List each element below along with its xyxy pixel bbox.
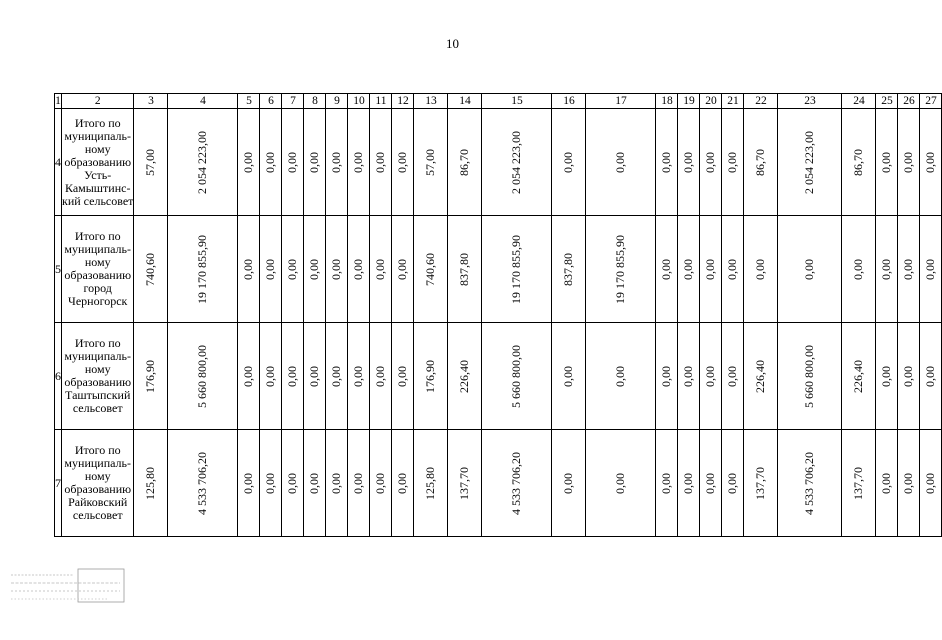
value-cell <box>778 216 842 323</box>
cell-value: 19 170 855,90 <box>195 234 210 304</box>
value-cell <box>134 216 168 323</box>
cell-value: 0,00 <box>307 258 322 280</box>
value-cell <box>898 430 920 537</box>
header-cell: 12 <box>392 94 414 109</box>
cell-value: 19 170 855,90 <box>509 234 524 304</box>
value-cell <box>586 323 656 430</box>
cell-value: 0,00 <box>681 151 696 173</box>
value-cell <box>326 430 348 537</box>
value-cell <box>778 323 842 430</box>
value-cell <box>552 216 586 323</box>
value-cell <box>392 216 414 323</box>
cell-value: 0,00 <box>879 258 894 280</box>
faded-stamp <box>8 566 126 606</box>
header-cell: 14 <box>448 94 482 109</box>
cell-value: 0,00 <box>395 365 410 387</box>
value-cell <box>448 430 482 537</box>
cell-value: 0,00 <box>373 258 388 280</box>
value-cell <box>370 216 392 323</box>
cell-value: 0,00 <box>373 151 388 173</box>
cell-value: 837,80 <box>457 252 472 286</box>
value-cell <box>744 430 778 537</box>
cell-value: 0,00 <box>681 258 696 280</box>
cell-value: 0,00 <box>613 151 628 173</box>
header-cell: 13 <box>414 94 448 109</box>
cell-value: 2 054 223,00 <box>509 130 524 194</box>
value-cell <box>678 109 700 216</box>
value-cell <box>304 323 326 430</box>
header-cell: 24 <box>842 94 876 109</box>
cell-value: 0,00 <box>901 472 916 494</box>
cell-value: 740,60 <box>143 252 158 286</box>
cell-value: 0,00 <box>879 472 894 494</box>
cell-value: 0,00 <box>351 472 366 494</box>
cell-value: 0,00 <box>285 258 300 280</box>
cell-value: 0,00 <box>307 365 322 387</box>
cell-value: 0,00 <box>725 365 740 387</box>
table-row <box>55 109 942 216</box>
cell-value: 4 533 706,20 <box>195 451 210 515</box>
header-cell: 23 <box>778 94 842 109</box>
value-cell <box>482 430 552 537</box>
value-cell <box>482 109 552 216</box>
value-cell <box>348 430 370 537</box>
value-cell <box>304 430 326 537</box>
cell-value: 137,70 <box>457 466 472 500</box>
header-cell: 5 <box>238 94 260 109</box>
value-cell <box>876 323 898 430</box>
value-cell <box>920 323 942 430</box>
header-cell: 10 <box>348 94 370 109</box>
cell-value: 0,00 <box>901 365 916 387</box>
cell-value: 0,00 <box>329 151 344 173</box>
value-cell <box>282 323 304 430</box>
header-cell: 16 <box>552 94 586 109</box>
value-cell <box>744 109 778 216</box>
value-cell <box>700 216 722 323</box>
value-cell <box>722 216 744 323</box>
cell-value: 0,00 <box>703 258 718 280</box>
value-cell <box>348 323 370 430</box>
value-cell <box>448 323 482 430</box>
header-cell: 6 <box>260 94 282 109</box>
value-cell <box>304 216 326 323</box>
value-cell <box>134 109 168 216</box>
cell-value: 0,00 <box>923 151 938 173</box>
value-cell <box>304 109 326 216</box>
cell-value: 4 533 706,20 <box>509 451 524 515</box>
cell-value: 226,40 <box>753 359 768 393</box>
cell-value: 125,80 <box>423 466 438 500</box>
cell-value: 0,00 <box>659 472 674 494</box>
cell-value: 2 054 223,00 <box>195 130 210 194</box>
value-cell <box>552 323 586 430</box>
cell-value: 0,00 <box>263 472 278 494</box>
header-cell: 19 <box>678 94 700 109</box>
value-cell <box>778 430 842 537</box>
cell-value: 0,00 <box>613 472 628 494</box>
value-cell <box>678 430 700 537</box>
cell-value: 0,00 <box>923 365 938 387</box>
cell-value: 0,00 <box>923 258 938 280</box>
row-number: 4 <box>55 109 62 216</box>
header-cell: 15 <box>482 94 552 109</box>
value-cell <box>656 109 678 216</box>
cell-value: 0,00 <box>351 365 366 387</box>
header-cell: 1 <box>55 94 61 107</box>
cell-value: 86,70 <box>457 148 472 176</box>
cell-value: 0,00 <box>373 365 388 387</box>
value-cell <box>238 216 260 323</box>
cell-value: 0,00 <box>285 472 300 494</box>
value-cell <box>876 109 898 216</box>
value-cell <box>326 109 348 216</box>
cell-value: 176,90 <box>143 359 158 393</box>
value-cell <box>282 216 304 323</box>
cell-value: 5 660 800,00 <box>195 344 210 408</box>
row-label: Итого по муниципаль- ному образованию Райковский сельсовет <box>62 430 134 537</box>
cell-value: 0,00 <box>263 365 278 387</box>
value-cell <box>238 323 260 430</box>
cell-value: 0,00 <box>901 151 916 173</box>
value-cell <box>678 216 700 323</box>
cell-value: 740,60 <box>423 252 438 286</box>
cell-value: 57,00 <box>143 148 158 176</box>
cell-value: 0,00 <box>395 151 410 173</box>
value-cell <box>876 216 898 323</box>
table-row <box>55 430 942 537</box>
value-cell <box>898 323 920 430</box>
header-cell: 11 <box>370 94 392 109</box>
value-cell <box>722 109 744 216</box>
header-cell: 4 <box>168 94 238 109</box>
cell-value: 0,00 <box>329 258 344 280</box>
value-cell <box>414 430 448 537</box>
cell-value: 837,80 <box>561 252 576 286</box>
cell-value: 0,00 <box>659 258 674 280</box>
header-cell: 27 <box>920 94 942 109</box>
cell-value: 19 170 855,90 <box>613 234 628 304</box>
cell-value: 0,00 <box>241 365 256 387</box>
value-cell <box>134 430 168 537</box>
value-cell <box>260 323 282 430</box>
cell-value: 0,00 <box>681 472 696 494</box>
value-cell <box>134 323 168 430</box>
value-cell <box>898 216 920 323</box>
value-cell <box>260 430 282 537</box>
header-cell: 9 <box>326 94 348 109</box>
row-number: 6 <box>55 323 62 430</box>
cell-value: 0,00 <box>307 472 322 494</box>
header-cell: 8 <box>304 94 326 109</box>
header-cell: 3 <box>134 94 168 109</box>
row-label: Итого по муниципаль- ному образованию Таштыпский сельсовет <box>62 323 134 430</box>
cell-value: 0,00 <box>703 151 718 173</box>
header-row <box>55 94 942 109</box>
value-cell <box>168 430 238 537</box>
cell-value: 0,00 <box>802 258 817 280</box>
value-cell <box>482 216 552 323</box>
cell-value: 0,00 <box>329 472 344 494</box>
cell-value: 0,00 <box>561 151 576 173</box>
value-cell <box>778 109 842 216</box>
value-cell <box>700 109 722 216</box>
header-cell: 18 <box>656 94 678 109</box>
value-cell <box>656 430 678 537</box>
cell-value: 0,00 <box>307 151 322 173</box>
cell-value: 0,00 <box>395 258 410 280</box>
cell-value: 5 660 800,00 <box>802 344 817 408</box>
cell-value: 0,00 <box>659 151 674 173</box>
cell-value: 57,00 <box>423 148 438 176</box>
value-cell <box>656 323 678 430</box>
value-cell <box>678 323 700 430</box>
cell-value: 0,00 <box>263 151 278 173</box>
value-cell <box>370 430 392 537</box>
cell-value: 0,00 <box>659 365 674 387</box>
cell-value: 0,00 <box>681 365 696 387</box>
value-cell <box>414 109 448 216</box>
value-cell <box>920 216 942 323</box>
cell-value: 176,90 <box>423 359 438 393</box>
value-cell <box>842 323 876 430</box>
cell-value: 4 533 706,20 <box>802 451 817 515</box>
cell-value: 0,00 <box>351 258 366 280</box>
value-cell <box>744 216 778 323</box>
page-number: 10 <box>446 36 459 51</box>
value-cell <box>586 109 656 216</box>
value-cell <box>552 109 586 216</box>
value-cell <box>414 323 448 430</box>
value-cell <box>876 430 898 537</box>
cell-value: 0,00 <box>613 365 628 387</box>
value-cell <box>448 109 482 216</box>
cell-value: 226,40 <box>457 359 472 393</box>
value-cell <box>586 430 656 537</box>
cell-value: 0,00 <box>561 365 576 387</box>
cell-value: 5 660 800,00 <box>509 344 524 408</box>
row-label: Итого по муниципаль- ному образованию город Черногорск <box>62 216 134 323</box>
cell-value: 0,00 <box>241 258 256 280</box>
header-cell: 20 <box>700 94 722 109</box>
cell-value: 0,00 <box>725 258 740 280</box>
value-cell <box>326 216 348 323</box>
row-number: 7 <box>55 430 62 537</box>
value-cell <box>842 109 876 216</box>
table-row <box>55 216 942 323</box>
cell-value: 0,00 <box>263 258 278 280</box>
cell-value: 0,00 <box>901 258 916 280</box>
value-cell <box>842 216 876 323</box>
cell-value: 0,00 <box>241 472 256 494</box>
cell-value: 0,00 <box>351 151 366 173</box>
value-cell <box>482 323 552 430</box>
value-cell <box>656 216 678 323</box>
header-cell: 22 <box>744 94 778 109</box>
value-cell <box>920 109 942 216</box>
cell-value: 226,40 <box>851 359 866 393</box>
cell-value: 0,00 <box>373 472 388 494</box>
value-cell <box>700 430 722 537</box>
table-row <box>55 323 942 430</box>
header-cell: 2 <box>62 94 134 109</box>
cell-value: 0,00 <box>329 365 344 387</box>
row-label: Итого по муниципаль- ному образованию Усть- Камыштинс- кий сельсовет <box>62 109 134 216</box>
value-cell <box>744 323 778 430</box>
value-cell <box>552 430 586 537</box>
header-cell: 26 <box>898 94 920 109</box>
cell-value: 0,00 <box>753 258 768 280</box>
cell-value: 0,00 <box>241 151 256 173</box>
value-cell <box>392 109 414 216</box>
data-table <box>54 93 942 537</box>
cell-value: 86,70 <box>851 148 866 176</box>
cell-value: 0,00 <box>561 472 576 494</box>
cell-value: 2 054 223,00 <box>802 130 817 194</box>
cell-value: 0,00 <box>395 472 410 494</box>
cell-value: 0,00 <box>923 472 938 494</box>
header-cell: 21 <box>722 94 744 109</box>
value-cell <box>260 109 282 216</box>
cell-value: 0,00 <box>879 151 894 173</box>
value-cell <box>348 216 370 323</box>
cell-value: 0,00 <box>703 365 718 387</box>
value-cell <box>722 323 744 430</box>
cell-value: 0,00 <box>725 472 740 494</box>
cell-value: 0,00 <box>851 258 866 280</box>
value-cell <box>168 216 238 323</box>
value-cell <box>414 216 448 323</box>
cell-value: 86,70 <box>753 148 768 176</box>
value-cell <box>700 323 722 430</box>
value-cell <box>348 109 370 216</box>
value-cell <box>920 430 942 537</box>
header-cell: 7 <box>282 94 304 109</box>
value-cell <box>842 430 876 537</box>
cell-value: 0,00 <box>879 365 894 387</box>
value-cell <box>370 109 392 216</box>
value-cell <box>392 323 414 430</box>
row-number: 5 <box>55 216 62 323</box>
cell-value: 137,70 <box>851 466 866 500</box>
value-cell <box>392 430 414 537</box>
value-cell <box>238 430 260 537</box>
value-cell <box>448 216 482 323</box>
cell-value: 137,70 <box>753 466 768 500</box>
value-cell <box>282 430 304 537</box>
cell-value: 0,00 <box>285 365 300 387</box>
value-cell <box>238 109 260 216</box>
cell-value: 0,00 <box>285 151 300 173</box>
value-cell <box>260 216 282 323</box>
value-cell <box>898 109 920 216</box>
header-cell: 25 <box>876 94 898 109</box>
cell-value: 125,80 <box>143 466 158 500</box>
value-cell <box>326 323 348 430</box>
value-cell <box>722 430 744 537</box>
cell-value: 0,00 <box>703 472 718 494</box>
value-cell <box>586 216 656 323</box>
value-cell <box>282 109 304 216</box>
header-cell: 17 <box>586 94 656 109</box>
value-cell <box>168 109 238 216</box>
cell-value: 0,00 <box>725 151 740 173</box>
value-cell <box>168 323 238 430</box>
value-cell <box>370 323 392 430</box>
